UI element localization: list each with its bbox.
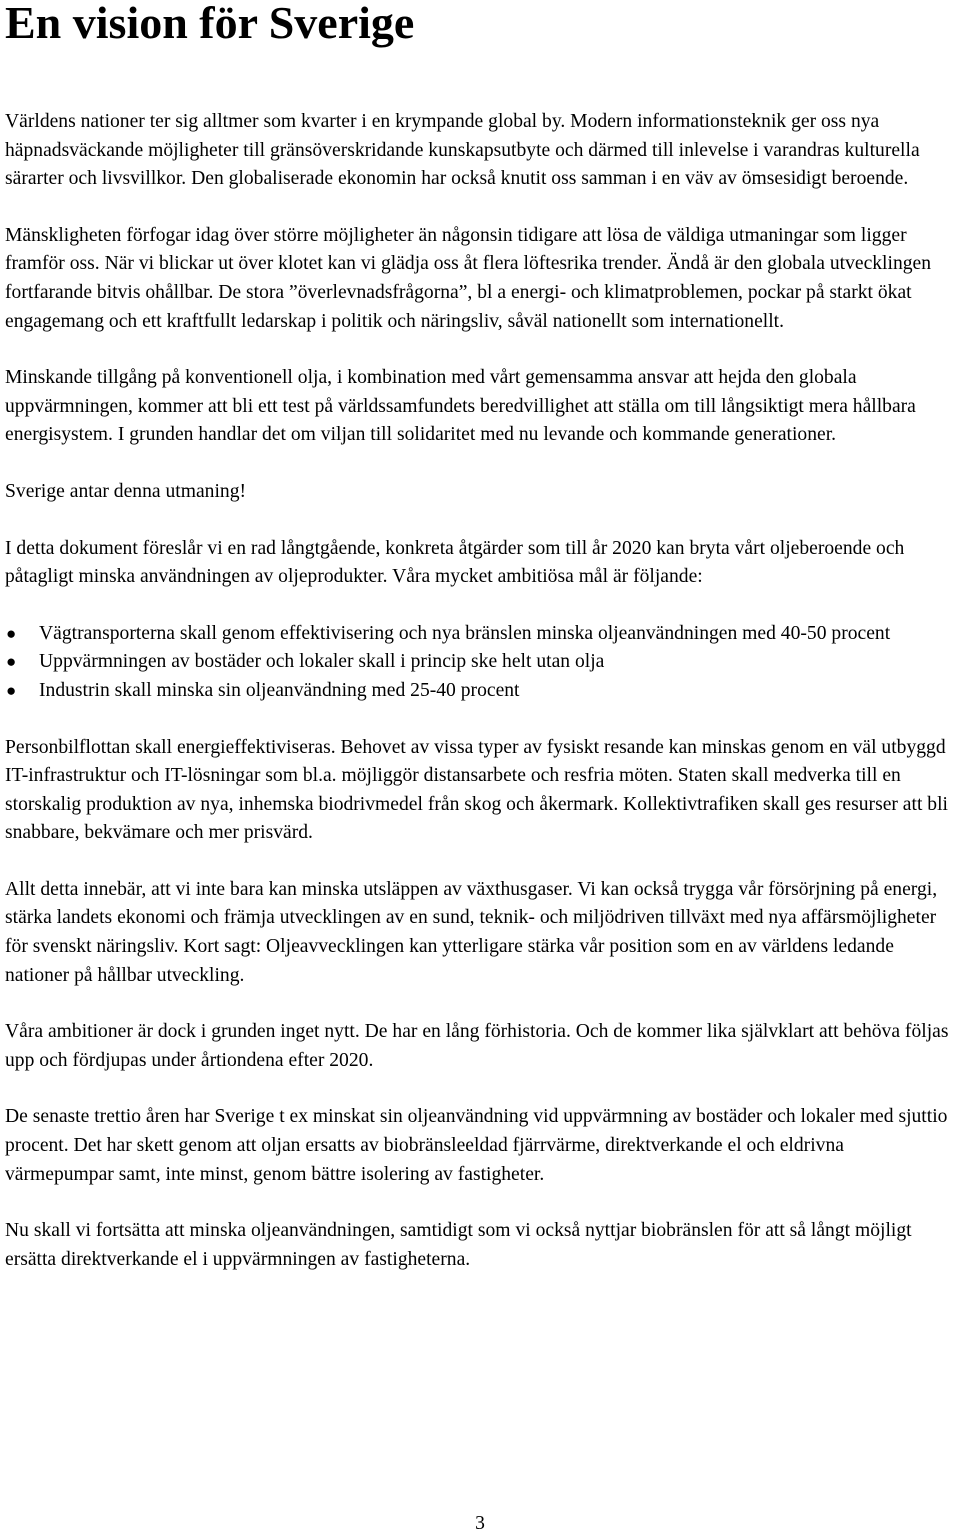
- paragraph-ambitions: Våra ambitioner är dock i grunden inget nytt. De har en lång förhistoria. Och de kommer lika självklart att behöva följas upp och fördjupas under årtiondena efter 2020.: [5, 1021, 949, 1071]
- paragraph-this-document: I detta dokument föreslår vi en rad långtgående, konkreta åtgärder som till år 2020 kan bryta vårt oljeberoende och påtagligt minska användningen av oljeprodukter. Våra mycket ambitiösa mål är följande:: [5, 537, 905, 588]
- paragraph-continue: Nu skall vi fortsätta att minska oljeanvändningen, samtidigt som vi också nyttjar biobränslen för att så långt möjligt ersätta direktverkande el i uppvärmningen av fastigheterna.: [5, 1220, 912, 1270]
- paragraph-past-thirty-years: De senaste trettio åren har Sverige t ex minskat sin oljeanvändning vid uppvärmning av bostäder och lokaler med sjuttio procent. Det har skett genom att oljan ersatts av biobränsleeldad fjärrvärme, direktverkande el och eldrivna värmepumpar samt, inte minst, genom bättre isolering av fastigheter.: [5, 1106, 948, 1185]
- bullet-icon: ●: [6, 652, 17, 672]
- list-item: [5, 677, 957, 706]
- bullet-icon: ●: [6, 680, 17, 700]
- list-item-text: Industrin skall minska sin oljeanvändning med 25-40 procent: [39, 679, 520, 701]
- page-number: 3: [475, 1513, 485, 1534]
- document-page: [5, 0, 957, 1274]
- paragraph-declining-oil: Minskande tillgång på konventionell olja, i kombination med vårt gemensamma ansvar att hejda den globala uppvärmningen, kommer att bli ett test på världssamfundets beredvillighet att ställa om till långsiktigt mera hållbara energisystem. I grunden handlar det om viljan till solidaritet med nu levande och kommande generationer.: [5, 367, 916, 446]
- paragraph-global-village: Världens nationer ter sig alltmer som kvarter i en krympande global by. Modern informationsteknik ger oss nya häpnadsväckande möjligheter till gränsöverskridande kunskapsutbyte och därmed till inlevelse i varandras kulturella särarter och livsvillkor. Den globaliserade ekonomin har också knutit oss samman i en väv av ömsesidigt beroende.: [5, 111, 920, 190]
- list-item-text: Vägtransporterna skall genom effektivisering och nya bränslen minska oljeanvändningen med 40-50 procent: [39, 622, 891, 644]
- paragraph-humanity-possibilities: Mänskligheten förfogar idag över större möjligheter än någonsin tidigare att lösa de väldiga utmaningar som ligger framför oss. När vi blickar ut över klotet kan vi glädja oss åt flera löftesrika trender. Ändå är den globala utvecklingen fortfarande bitvis ohållbar. De stora ”överlevnadsfrågorna”, bl a energi- och klimatproblemen, pockar på starkt ökat engagemang och ett kraftfullt ledarskap i politik och näringsliv, såväl nationellt som internationellt.: [5, 224, 932, 332]
- paragraph-all-this-means: Allt detta innebär, att vi inte bara kan minska utsläppen av växthusgaser. Vi kan också trygga vår försörjning på energi, stärka landets ekonomi och främja utvecklingen av en sund, teknik- och miljödriven tillväxt med nya affärsmöjligheter för svenskt näringsliv. Kort sagt: Oljeavvecklingen kan ytterligare stärka vår position som en av världens ledande nationer på hållbar utveckling.: [5, 878, 938, 986]
- goals-list: [5, 620, 957, 706]
- document-title: En vision för Sverige: [5, 0, 415, 48]
- paragraph-car-fleet: Personbilflottan skall energieffektiviseras. Behovet av vissa typer av fysiskt resande kan minskas genom en väl utbyggd IT-infrastruktur och IT-lösningar som bl.a. möjliggör distansarbete och resfria möten. Staten skall medverka till en storskalig produktion av nya, inhemska biodrivmedel från skog och åkermark. Kollektivtrafiken skall ges resurser att bli snabbare, bekvämare och mer prisvärd.: [5, 736, 948, 844]
- list-item: [5, 648, 957, 677]
- list-item: [5, 620, 957, 649]
- bullet-icon: ●: [6, 623, 17, 643]
- list-item-text: Uppvärmningen av bostäder och lokaler skall i princip ske helt utan olja: [39, 651, 605, 673]
- paragraph-sweden-accepts: Sverige antar denna utmaning!: [5, 480, 247, 502]
